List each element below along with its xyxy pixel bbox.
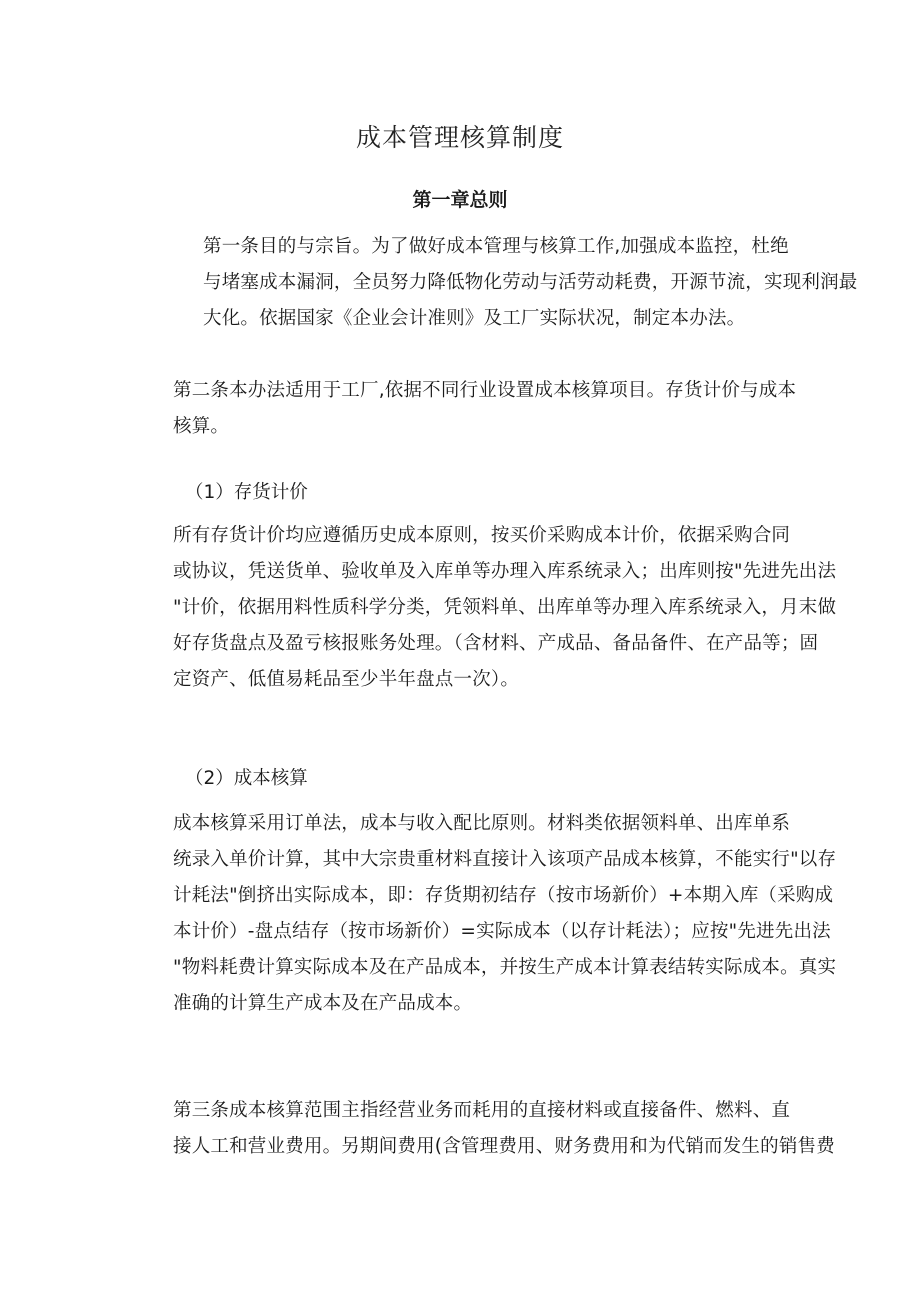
text-line: 核算。 <box>173 416 230 437</box>
text-line: 接人工和营业费用。另期间费用(含管理费用、财务费用和为代销而发生的销售费 <box>173 1136 835 1157</box>
text-line: 第二条本办法适用于工厂,依据不同行业设置成本核算项目。存货计价与成本 <box>173 380 797 401</box>
text-line: 好存货盘点及盈亏核报账务处理。（含材料、产成品、备品备件、在产品等；固 <box>173 633 819 654</box>
text-line: 统录入单价计算，其中大宗贵重材料直接计入该项产品成本核算，不能实行"以存 <box>173 849 837 870</box>
section-1-paragraph <box>135 518 837 698</box>
text-line: 本计价）-盘点结存（按市场新价）=实际成本（以存计耗法）；应按"先进先出法 <box>173 921 831 942</box>
section-1-heading: （1）存货计价 <box>185 482 308 503</box>
text-line: 定资产、低值易耗品至少半年盘点一次）。 <box>173 669 520 690</box>
text-line: 大化。依据国家《企业会计准则》及工厂实际状况，制定本办法。 <box>203 308 746 329</box>
text-line: 所有存货计价均应遵循历史成本原则，按买价采购成本计价，依据采购合同 <box>173 525 791 546</box>
chapter-heading: 第一章总则 <box>412 189 508 211</box>
article-1-paragraph <box>135 229 858 337</box>
text-line: 准确的计算生产成本及在产品成本。 <box>173 993 473 1014</box>
text-line: 第三条成本核算范围主指经营业务而耗用的直接材料或直接备件、燃料、直 <box>173 1100 791 1121</box>
text-line: "计价，依据用料性质科学分类，凭领料单、出库单等办理入库系统录入，月末做 <box>173 597 837 618</box>
text-line: 计耗法"倒挤出实际成本，即：存货期初结存（按市场新价）+本期入库（采购成 <box>173 885 834 906</box>
article-3-paragraph <box>135 1093 835 1165</box>
text-line: 或协议，凭送货单、验收单及入库单等办理入库系统录入；出库则按"先进先出法 <box>173 561 837 582</box>
section-2-heading: （2）成本核算 <box>185 768 308 789</box>
text-line: 与堵塞成本漏洞，全员努力降低物化劳动与活劳动耗费，开源节流，实现利润最 <box>203 272 858 293</box>
text-line: 成本核算采用订单法，成本与收入配比原则。材料类依据领料单、出库单系 <box>173 813 791 834</box>
article-2-paragraph <box>135 373 795 445</box>
section-2-paragraph <box>135 806 837 1022</box>
text-line: "物料耗费计算实际成本及在产品成本，并按生产成本计算表结转实际成本。真实 <box>173 957 837 978</box>
text-line: 第一条目的与宗旨。为了做好成本管理与核算工作,加强成本监控，杜绝 <box>203 236 789 257</box>
document-title: 成本管理核算制度 <box>355 123 564 152</box>
